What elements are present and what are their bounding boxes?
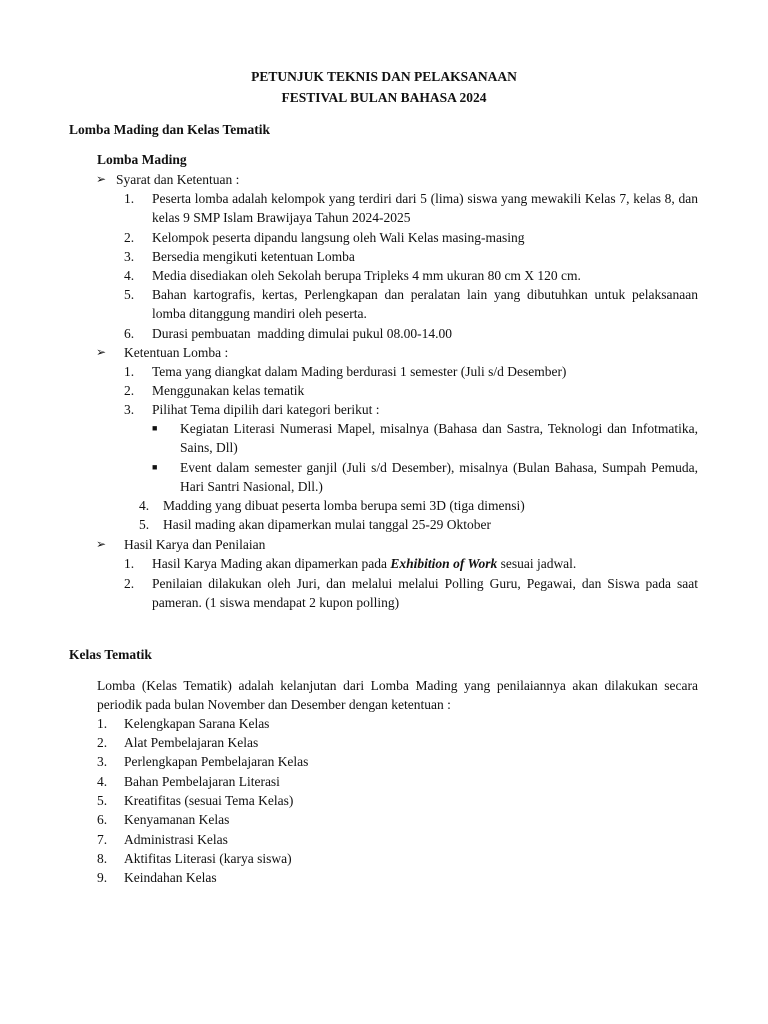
list-item: 5. Hasil mading akan dipamerkan mulai tanggal 25-29 Oktober [139, 517, 492, 532]
list-item: 4. Media disediakan oleh Sekolah berupa Tripleks 4 mm ukuran 80 cm X 120 cm. [124, 268, 581, 283]
document-title-line-2: FESTIVAL BULAN BAHASA 2024 [281, 90, 487, 105]
list-item: 1. Kelengkapan Sarana Kelas [97, 716, 270, 731]
list-item: 2. Menggunakan kelas tematik [124, 383, 305, 398]
kelas-tematik-intro: Lomba (Kelas Tematik) adalah kelanjutan dari Lomba Mading yang penilaiannya akan dilakukan secara periodik pada bulan November dan Desember dengan ketentuan : [97, 678, 698, 713]
square-bullet-icon: ■ [152, 423, 158, 433]
list-item: 1. Peserta lomba adalah kelompok yang terdiri dari 5 (lima) siswa yang mewakili Kelas 7, kelas 8, dan kelas 9 SMP Islam Brawijaya Tahun 2024-2025 [124, 191, 698, 226]
arrow-bullet-icon: ➢ [96, 172, 107, 186]
list-item: 6. Kenyamanan Kelas [97, 812, 230, 827]
list-item: 1. Hasil Karya Mading akan dipamerkan pada Exhibition of Work sesuai jadwal. [124, 556, 577, 571]
list-item: 3. Perlengkapan Pembelajaran Kelas [97, 754, 309, 769]
list-item: 5. Bahan kartografis, kertas, Perlengkapan dan peralatan lain yang dibutuhkan untuk pelaksanaan lomba ditanggung mandiri oleh peserta. [124, 287, 698, 322]
list-item: 5. Kreatifitas (sesuai Tema Kelas) [97, 793, 294, 808]
syarat-label: ➢ Syarat dan Ketentuan : [96, 170, 698, 189]
ketentuan-label: ➢ Ketentuan Lomba : [96, 343, 698, 362]
list-item: 4. Bahan Pembelajaran Literasi [97, 774, 280, 789]
list-item: 8. Aktifitas Literasi (karya siswa) [97, 851, 292, 866]
bullet-item: ■ Kegiatan Literasi Numerasi Mapel, misalnya (Bahasa dan Sastra, Teknologi dan Infotmatika, Sains, Dll) [152, 421, 698, 456]
list-item: 2. Alat Pembelajaran Kelas [97, 735, 259, 750]
list-item: 3. Pilihat Tema dipilih dari kategori berikut : [124, 402, 380, 417]
list-item: 7. Administrasi Kelas [97, 832, 228, 847]
bullet-item: ■ Event dalam semester ganjil (Juli s/d Desember), misalnya (Bulan Bahasa, Sumpah Pemuda, Hari Santri Nasional, Dll.) [152, 460, 698, 495]
list-item: 4. Madding yang dibuat peserta lomba berupa semi 3D (tiga dimensi) [139, 498, 525, 513]
hasil-label: ➢ Hasil Karya dan Penilaian [96, 535, 698, 554]
emphasis-text: Exhibition of Work [390, 556, 498, 571]
arrow-bullet-icon: ➢ [96, 537, 107, 551]
list-item: 2. Penilaian dilakukan oleh Juri, dan melalui melalui Polling Guru, Pegawai, dan Siswa pada saat pameran. (1 siswa mendapat 2 kupon polling) [124, 576, 698, 611]
lomba-mading-heading: Lomba Mading [97, 152, 187, 167]
list-item: 1. Tema yang diangkat dalam Mading berdurasi 1 semester (Juli s/d Desember) [124, 364, 567, 379]
document-title-line-1: PETUNJUK TEKNIS DAN PELAKSANAAN [251, 69, 517, 84]
section-heading: Lomba Mading dan Kelas Tematik [69, 122, 271, 137]
list-item: 3. Bersedia mengikuti ketentuan Lomba [124, 249, 355, 264]
kelas-tematik-heading: Kelas Tematik [69, 647, 152, 662]
list-item: 2. Kelompok peserta dipandu langsung oleh Wali Kelas masing-masing [124, 230, 525, 245]
list-item: 9. Keindahan Kelas [97, 870, 217, 885]
list-item: 6. Durasi pembuatan madding dimulai pukul 08.00-14.00 [124, 326, 452, 341]
square-bullet-icon: ■ [152, 462, 158, 472]
arrow-bullet-icon: ➢ [96, 345, 107, 359]
